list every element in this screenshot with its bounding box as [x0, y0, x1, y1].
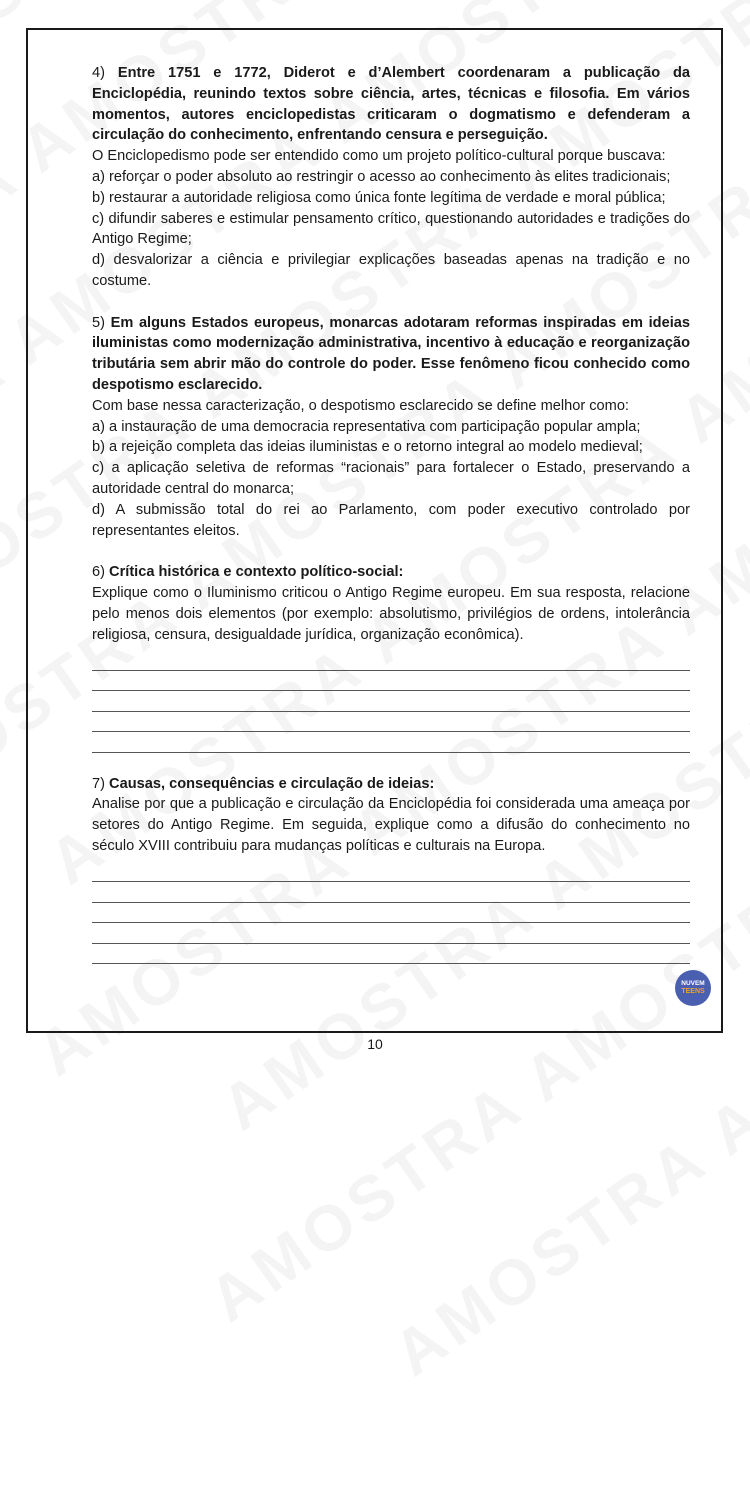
- spacer: [92, 753, 690, 774]
- answer-line[interactable]: [92, 862, 690, 883]
- answer-line[interactable]: [92, 671, 690, 692]
- brand-logo: [675, 970, 711, 1006]
- answer-line[interactable]: [92, 712, 690, 733]
- question-5-option-a[interactable]: a) a instauração de uma democracia representativa com participação popular ampla;: [92, 418, 641, 435]
- question-4-option-b[interactable]: b) restaurar a autoridade religiosa como única fonte legítima de verdade e moral pública;: [92, 189, 666, 206]
- question-4-option-a[interactable]: a) reforçar o poder absoluto ao restringir o acesso ao conhecimento às elites tradicionais;: [92, 168, 671, 185]
- question-5-statement: 5) Em alguns Estados europeus, monarcas adotaram reformas inspiradas em ideias iluministas como modernização administrativa, incentivo à educação e reorganização tributária sem abrir mão do controle do poder. Esse fenômeno ficou conhecido como despotismo esclarecido.: [92, 314, 690, 393]
- question-5-option-c[interactable]: c) a aplicação seletiva de reformas “racionais” para fortalecer o Estado, preservando a autoridade central do monarca;: [92, 460, 690, 497]
- question-6: [92, 562, 690, 753]
- answer-line[interactable]: [92, 691, 690, 712]
- question-6-number: 6): [92, 564, 105, 581]
- question-4-prompt: O Enciclopedismo pode ser entendido como um projeto político-cultural porque buscava:: [92, 148, 666, 165]
- question-6-title: 6) Crítica histórica e contexto político-social:: [92, 564, 404, 581]
- question-6-prompt: Explique como o Iluminismo criticou o Antigo Regime europeu. Em sua resposta, relacione pelo menos dois elementos (por exemplo: absolutismo, privilégios de ordens, intolerância religiosa, censura, desigualdade jurídica, organização econômica).: [92, 584, 690, 643]
- spacer: [92, 292, 690, 313]
- page-content: [92, 63, 690, 964]
- question-4-option-d[interactable]: d) desvalorizar a ciência e privilegiar explicações baseadas apenas na tradição e no costume.: [92, 252, 690, 289]
- question-6-answer-area[interactable]: [92, 650, 690, 753]
- page-number: 10: [367, 1036, 383, 1052]
- question-7: [92, 774, 690, 965]
- question-5-prompt: Com base nessa caracterização, o despotismo esclarecido se define melhor como:: [92, 397, 629, 414]
- answer-line[interactable]: [92, 903, 690, 924]
- answer-line[interactable]: [92, 650, 690, 671]
- answer-line[interactable]: [92, 944, 690, 965]
- question-7-prompt: Analise por que a publicação e circulação da Enciclopédia foi considerada uma ameaça por setores do Antigo Regime. Em seguida, explique como a difusão do conhecimento no século XVIII contribuiu para mudanças políticas e culturais na Europa.: [92, 796, 690, 854]
- question-5-option-d[interactable]: d) A submissão total do rei ao Parlamento, com poder executivo controlado por representantes eleitos.: [92, 501, 690, 539]
- spacer: [92, 541, 690, 562]
- question-7-number: 7): [92, 775, 105, 792]
- question-7-answer-area[interactable]: [92, 862, 690, 965]
- question-4-number: 4): [92, 65, 105, 81]
- logo-text-top: NUVEM: [681, 980, 705, 987]
- question-5-number: 5): [92, 314, 105, 331]
- question-5: [92, 313, 690, 542]
- question-4-option-c[interactable]: c) difundir saberes e estimular pensamento crítico, questionando autoridades e tradições do Antigo Regime;: [92, 210, 690, 248]
- logo-text-bottom: TEENS: [681, 988, 705, 995]
- question-7-title: 7) Causas, consequências e circulação de ideias:: [92, 775, 435, 792]
- question-4: [92, 63, 690, 292]
- question-5-option-b[interactable]: b) a rejeição completa das ideias iluministas e o retorno integral ao modelo medieval;: [92, 439, 643, 456]
- answer-line[interactable]: [92, 882, 690, 903]
- question-4-statement: 4) Entre 1751 e 1772, Diderot e d’Alembert coordenaram a publicação da Enciclopédia, reunindo textos sobre ciência, artes, técnicas e filosofia. Em vários momentos, autores enciclopedistas criticaram o dogmatismo e defenderam a circulação do conhecimento, enfrentando censura e perseguição.: [92, 65, 690, 144]
- answer-line[interactable]: [92, 923, 690, 944]
- answer-line[interactable]: [92, 732, 690, 753]
